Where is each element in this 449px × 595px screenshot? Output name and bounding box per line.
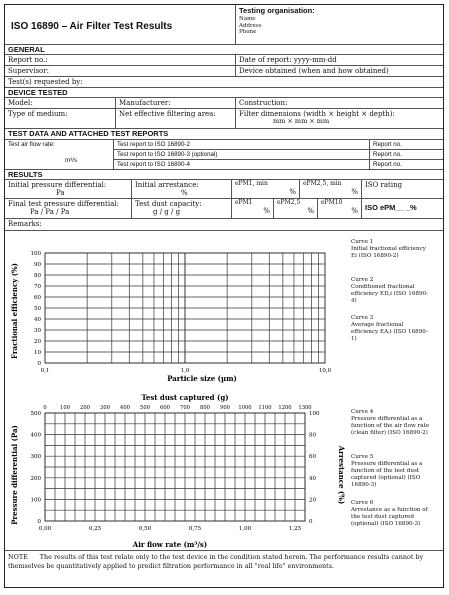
- chart2-right-tick: 100: [309, 411, 320, 417]
- chart2-xtick: 0,00: [38, 526, 52, 532]
- dust-capacity-label: Test dust capacity:: [135, 200, 202, 208]
- chart1-ytick: 10: [34, 350, 41, 356]
- caption-curve4-desc: Pressure differential as a function of the air flow rate (clean filter) (ISO 16890-2): [351, 416, 430, 436]
- chart1-xtick: 1,0: [180, 368, 190, 374]
- epm1-min-unit: %: [289, 187, 296, 196]
- chart2-ylabel-right: Arrestance (%): [337, 445, 346, 505]
- initial-pd-label: Initial pressure differential:: [8, 181, 107, 189]
- general-row-3: [5, 77, 443, 88]
- report-no-label: Report no.:: [8, 56, 48, 64]
- chart2-xtick: 0,25: [88, 526, 102, 532]
- chart2-left-tick: 500: [30, 411, 41, 417]
- header-row: [5, 5, 443, 45]
- caption-curve1-desc: Initial fractional efficiency Ei (ISO 16890-2): [351, 246, 426, 259]
- chart2-xtick: 0,75: [188, 526, 202, 532]
- requested-by-label: Test(s) requested by:: [8, 78, 83, 86]
- initial-arrestance-unit: %: [181, 189, 188, 198]
- reports-cell: [113, 140, 369, 169]
- device-obtained: Device obtained (when and how obtained): [235, 66, 443, 76]
- caption-curve3-desc: Average fractional efficiency EA,i (ISO 16890-1): [351, 322, 428, 342]
- results-row-2: [5, 199, 443, 219]
- charts-area: [5, 231, 443, 551]
- chart2-top-tick: 300: [100, 405, 110, 411]
- fractional-efficiency-chart: [5, 231, 345, 391]
- testing-org-heading: Testing organisation:: [239, 6, 315, 15]
- report-no-cell: [369, 140, 443, 169]
- chart1-ylabel: Fractional efficiency (%): [10, 263, 19, 359]
- chart2-left-tick: 400: [30, 432, 41, 439]
- chart2-top-tick: 200: [80, 405, 90, 411]
- epm1-label: ePM1: [235, 199, 253, 206]
- report-item-3: Test report to ISO 16890-3 (optional): [114, 150, 369, 160]
- model-label: Model:: [8, 99, 33, 107]
- final-pd-cell: [5, 199, 131, 218]
- dimensions-units: mm × mm × mm: [273, 117, 330, 126]
- testing-org-cell: [235, 5, 443, 44]
- chart1-ytick: 30: [34, 328, 41, 334]
- dust-capacity-cell: [131, 199, 231, 218]
- chart2-xtick: 1,25: [288, 526, 302, 532]
- chart2-right-tick: 60: [309, 454, 316, 461]
- chart1-ytick: 0: [37, 361, 41, 367]
- initial-arrestance-label: Initial arrestance:: [135, 181, 199, 189]
- epm25-min-label: ePM2,5, min: [303, 180, 342, 187]
- iso-epm-value: ISO ePM__ _%: [361, 199, 443, 218]
- section-results: RESULTS: [5, 170, 443, 180]
- chart1-ytick: 60: [34, 295, 41, 301]
- supervisor-label: Supervisor:: [8, 67, 49, 75]
- epm1-cell: [231, 199, 273, 218]
- chart2-top-tick: 500: [140, 405, 150, 411]
- chart2-top-tick: 900: [220, 405, 230, 411]
- report-no-3: Report no.: [370, 150, 443, 160]
- caption-curve2: Curve 2: [351, 277, 374, 283]
- dimensions-label: Filter dimensions (width × height × depth):: [239, 110, 395, 118]
- note-cell: [5, 551, 443, 587]
- flow-unit: m³/s: [65, 157, 78, 164]
- final-pd-units: Pa / Pa / Pa: [30, 208, 70, 217]
- org-phone: Phone: [239, 29, 257, 36]
- report-no-4: Report no.: [373, 161, 402, 168]
- remarks-row: [5, 219, 443, 231]
- report-no-2: Report no.: [370, 140, 443, 150]
- caption-curve5: Curve 5: [351, 454, 374, 460]
- caption-curve3: Curve 3: [351, 315, 374, 321]
- dust-capacity-units: g / g / g: [153, 208, 181, 217]
- chart2-top-tick: 1100: [258, 405, 272, 411]
- device-row-1: [5, 98, 443, 109]
- chart2-top-tick: 600: [160, 405, 170, 411]
- initial-pd-cell: [5, 180, 131, 198]
- chart2-left-tick: 100: [30, 497, 41, 504]
- chart2-top-tick: 100: [60, 405, 70, 411]
- test-data-block: [5, 140, 443, 170]
- chart1-ytick: 100: [30, 251, 41, 257]
- caption-curve6: Curve 6: [351, 500, 374, 506]
- chart2-top-tick: 0: [43, 405, 47, 411]
- section-general: GENERAL: [5, 45, 443, 55]
- chart2-xlabel: Air flow rate (m³/s): [132, 540, 208, 549]
- note-text: The results of this test relate only to the test device in the condition stated herein. The performance results cannot by themselves be quantitatively applied to predict filtration performance in all "real life" environments.: [8, 553, 424, 570]
- remarks-label: Remarks:: [8, 220, 42, 228]
- chart2-top-tick: 1300: [298, 405, 312, 411]
- epm10-label: ePM10: [321, 199, 343, 206]
- epm1-unit: %: [263, 206, 270, 215]
- chart1-xtick: 0,1: [40, 368, 50, 374]
- epm1-min-label: ePM1, min: [235, 180, 268, 187]
- chart2-top-tick: 700: [180, 405, 190, 411]
- initial-pd-unit: Pa: [56, 189, 65, 198]
- epm25-cell: [273, 199, 317, 218]
- chart1-ytick: 50: [34, 306, 41, 312]
- chart2-xtick: 0,50: [138, 526, 152, 532]
- chart2-top-label: Test dust captured (g): [141, 393, 229, 402]
- chart2-right-tick: 80: [309, 432, 316, 439]
- chart2-top-tick: 1000: [238, 405, 252, 411]
- chart1-xtick: 10,0: [318, 368, 332, 374]
- date-of-report: Date of report: yyyy-mm-dd: [235, 55, 443, 65]
- chart1-ytick: 40: [34, 317, 41, 323]
- chart2-left-tick: 0: [37, 519, 41, 525]
- construction-label: Construction:: [235, 98, 443, 108]
- caption-curve2-desc: Conditioned fractional efficiency ED,i (ISO 16890-4): [351, 284, 428, 304]
- note-label: NOTE: [8, 553, 28, 561]
- epm25-min-unit: %: [351, 187, 358, 196]
- section-device: DEVICE TESTED: [5, 88, 443, 98]
- epm1-min-cell: [231, 180, 299, 198]
- net-area-label: Net effective filtering area:: [115, 109, 235, 128]
- report-sheet: [4, 4, 444, 588]
- chart1-xlabel: Particle size (µm): [167, 374, 237, 383]
- chart2-top-tick: 800: [200, 405, 210, 411]
- caption-curve1: Curve 1: [351, 239, 374, 245]
- iso-rating-label: ISO rating: [361, 180, 443, 198]
- chart2-left-tick: 300: [30, 454, 41, 461]
- dimensions-cell: [235, 109, 443, 128]
- org-address: Address: [239, 22, 262, 29]
- caption-curve6-desc: Arrestance as a function of the test dust captured (optional) (ISO 16890-3): [351, 507, 428, 527]
- air-flow-label: Test air flow rate:: [8, 141, 55, 148]
- chart1-ytick: 70: [34, 284, 41, 290]
- chart2-top-tick: 1200: [278, 405, 292, 411]
- epm25-min-cell: [299, 180, 361, 198]
- caption-curve4: Curve 4: [351, 409, 374, 415]
- results-row-1: [5, 180, 443, 199]
- chart2-xtick: 1,00: [238, 526, 252, 532]
- final-pd-label: Final test pressure differential:: [8, 200, 119, 208]
- report-item-2: Test report to ISO 16890-2: [114, 140, 369, 150]
- chart1-ytick: 90: [34, 262, 41, 268]
- pressure-arrestance-chart: [5, 391, 345, 551]
- chart2-top-tick: 400: [120, 405, 130, 411]
- epm25-unit: %: [307, 206, 314, 215]
- general-row-1: [5, 55, 443, 66]
- section-test-data: TEST DATA AND ATTACHED TEST REPORTS: [5, 129, 443, 140]
- manufacturer-label: Manufacturer:: [115, 98, 235, 108]
- org-name: Name: [239, 15, 256, 22]
- type-of-medium-label: Type of medium:: [8, 110, 68, 118]
- general-row-2: [5, 66, 443, 77]
- chart2-ylabel-left: Pressure differential (Pa): [10, 425, 19, 525]
- epm25-label: ePM2,5: [277, 199, 301, 206]
- epm10-cell: [317, 199, 361, 218]
- chart1-ytick: 20: [34, 339, 41, 345]
- report-item-4: Test report to ISO 16890-4: [117, 161, 190, 168]
- epm10-unit: %: [351, 206, 358, 215]
- air-flow-cell: [5, 140, 113, 169]
- note-row: [5, 551, 443, 587]
- page-title: ISO 16890 – Air Filter Test Results: [11, 21, 173, 32]
- caption-curve5-desc: Pressure differential as a function of the test dust captured (optional) (ISO 16890-3): [351, 461, 423, 488]
- device-row-2: [5, 109, 443, 129]
- chart2-left-tick: 200: [30, 475, 41, 482]
- chart2-right-tick: 20: [309, 497, 316, 504]
- chart2-right-tick: 0: [309, 519, 313, 525]
- initial-arrestance-cell: [131, 180, 231, 198]
- chart1-ytick: 80: [34, 273, 41, 279]
- chart2-right-tick: 40: [309, 475, 316, 482]
